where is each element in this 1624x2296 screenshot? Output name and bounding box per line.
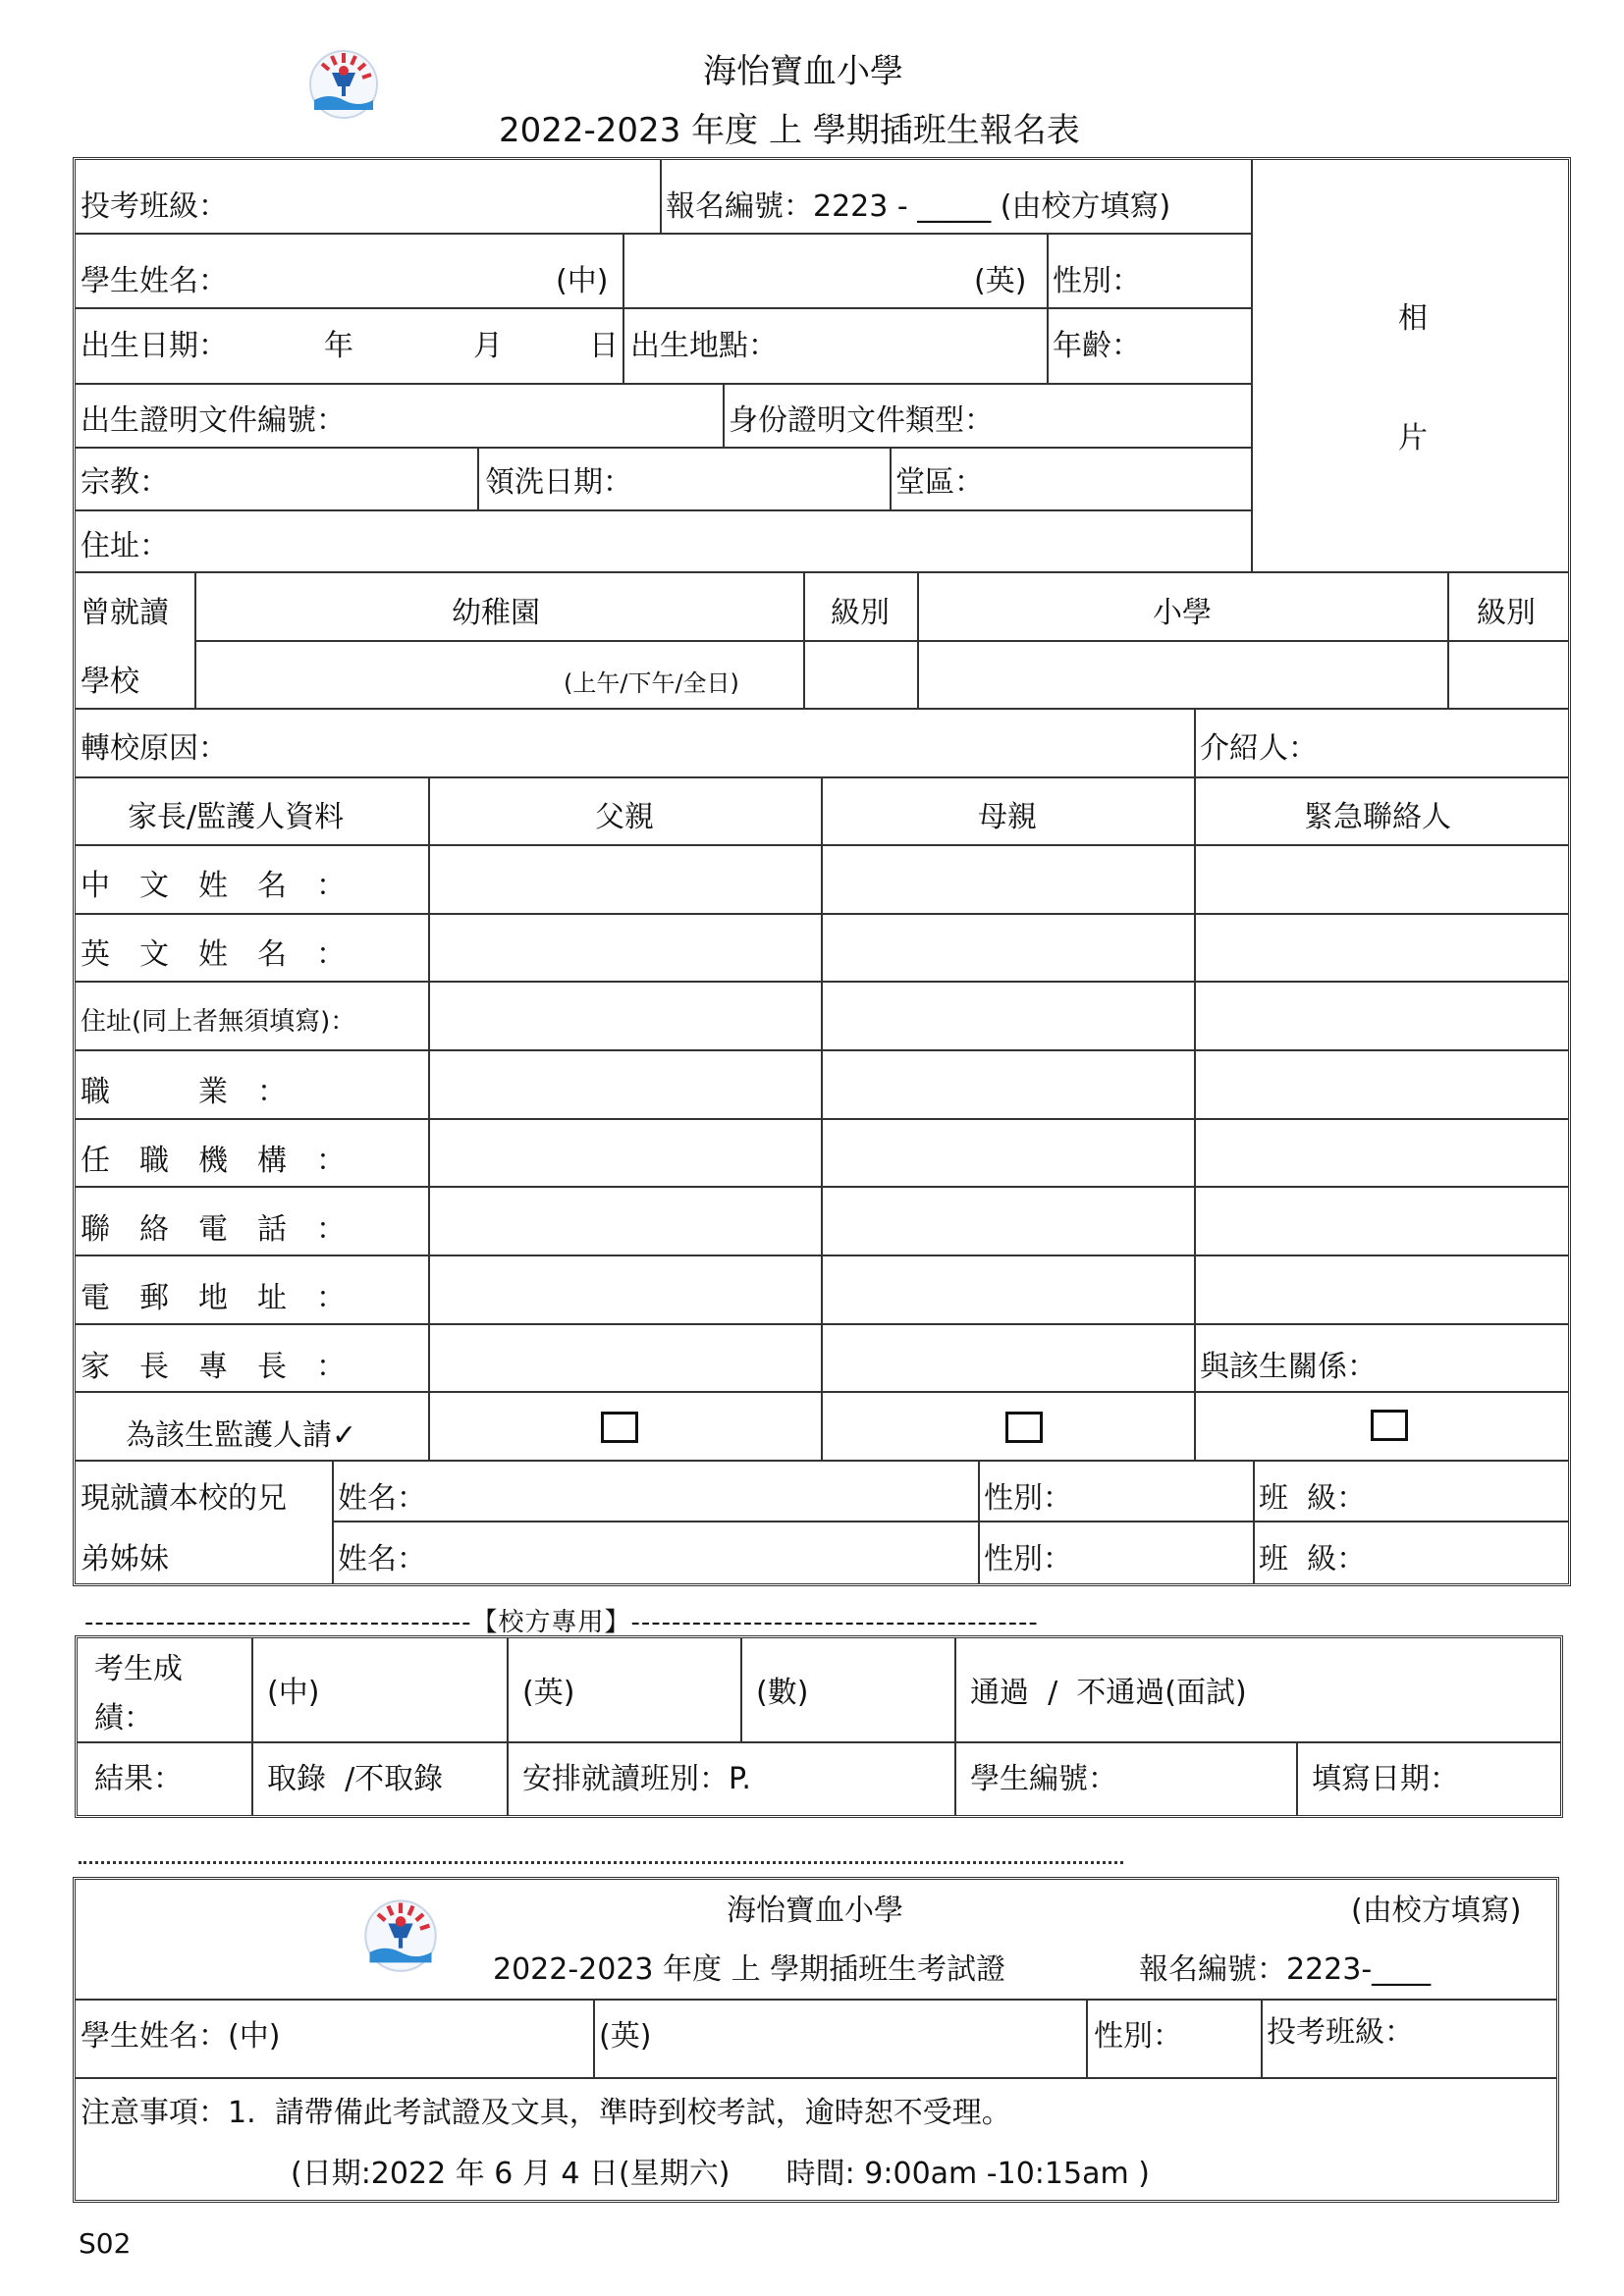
card-class: 投考班級：	[1267, 2015, 1414, 2050]
kg-grade-header: 級別	[831, 596, 890, 630]
cut-line	[79, 1861, 1123, 1864]
row-name-cn: 中 文 姓 名 ：	[81, 869, 346, 903]
row-employer: 任 職 機 構 ：	[81, 1144, 346, 1178]
interview-result: 通過 / 不通過(面試)	[970, 1676, 1247, 1710]
card-name-cn: 學生姓名：(中)	[81, 2019, 281, 2054]
class-arranged: 安排就讀班別：P.	[522, 1762, 751, 1796]
sibling1-name: 姓名：	[338, 1481, 426, 1516]
form-title: 2022-2023 年度 上 學期插班生報名表	[499, 111, 1080, 150]
application-number: 報名編號：2223 - _____ (由校方填寫)	[666, 189, 1171, 224]
row-name-en: 英 文 姓 名 ：	[81, 937, 346, 972]
kg-session-note: (上午/下午/全日)	[564, 669, 739, 697]
birth-cert-label: 出生證明文件編號：	[81, 403, 346, 438]
mother-guardian-checkbox[interactable]	[1005, 1412, 1043, 1443]
prev-school-label-1: 曾就讀	[81, 596, 169, 630]
photo-label-1: 相	[1398, 301, 1428, 336]
primary-header: 小學	[1153, 596, 1212, 630]
siblings-label-1: 現就讀本校的兄	[81, 1481, 287, 1516]
dob-day: 日	[589, 329, 619, 363]
birthplace-label: 出生地點：	[630, 329, 778, 363]
emergency-guardian-checkbox[interactable]	[1371, 1410, 1408, 1441]
card-date-time: (日期:2022 年 6 月 4 日(星期六) 時間: 9:00am -10:15am )	[291, 2157, 1150, 2191]
referrer-label: 介紹人：	[1200, 731, 1318, 766]
row-occupation: 職 業 ：	[81, 1075, 287, 1109]
age-label: 年齡：	[1053, 329, 1141, 363]
student-name-cn: (中)	[556, 264, 609, 298]
school-use-divider: --------------------------------------【校方專用】----------------------------------------	[84, 1608, 1039, 1637]
class-applied-label: 投考班級：	[81, 189, 228, 224]
mother-header: 母親	[978, 800, 1037, 834]
card-notice: 注意事項：1. 請帶備此考試證及文具，準時到校考試，逾時恕不受理。	[81, 2096, 1011, 2130]
sibling1-gender: 性別：	[984, 1481, 1072, 1516]
father-header: 父親	[595, 800, 654, 834]
address-label: 住址：	[81, 529, 169, 563]
sibling1-class: 班 級：	[1259, 1481, 1367, 1516]
row-address: 住址(同上者無須填寫)：	[81, 1007, 356, 1037]
school-logo	[304, 43, 383, 122]
father-guardian-checkbox[interactable]	[601, 1412, 638, 1443]
card-school-name: 海怡寶血小學	[727, 1894, 903, 1928]
transfer-reason-label: 轉校原因：	[81, 731, 228, 766]
admit-option: 取錄 /不取錄	[267, 1762, 444, 1796]
prev-school-label-2: 學校	[81, 665, 139, 699]
dob-month: 月	[473, 329, 503, 363]
score-chinese: (中)	[267, 1676, 320, 1710]
school-name: 海怡寶血小學	[703, 52, 903, 91]
result-label: 結果：	[94, 1762, 183, 1796]
parish-label: 堂區：	[895, 465, 984, 500]
primary-grade-header: 級別	[1477, 596, 1536, 630]
score-math: (數)	[756, 1676, 809, 1710]
row-email: 電 郵 地 址 ：	[81, 1281, 346, 1315]
kindergarten-header: 幼稚園	[452, 596, 540, 630]
score-english: (英)	[522, 1676, 575, 1710]
emergency-header: 緊急聯絡人	[1304, 800, 1451, 834]
gender-label: 性別：	[1053, 264, 1141, 298]
guardian-header: 家長/監護人資料	[128, 800, 345, 834]
card-app-number: 報名編號：2223-____	[1139, 1952, 1432, 1987]
sibling2-gender: 性別：	[984, 1542, 1072, 1576]
id-type-label: 身份證明文件類型：	[729, 403, 994, 438]
student-number: 學生編號：	[970, 1762, 1117, 1796]
row-expertise: 家 長 專 長 ：	[81, 1350, 346, 1384]
school-logo-small	[359, 1893, 442, 1975]
relation-label: 與該生關係：	[1200, 1350, 1377, 1384]
siblings-label-2: 弟姊妹	[81, 1542, 169, 1576]
sibling2-class: 班 級：	[1259, 1542, 1367, 1576]
photo-label-2: 片	[1398, 421, 1428, 455]
card-school-fill-note: (由校方填寫)	[1351, 1894, 1522, 1928]
row-phone: 聯 絡 電 話 ：	[81, 1212, 346, 1247]
student-name-label: 學生姓名：	[81, 264, 228, 298]
card-gender: 性別：	[1094, 2019, 1182, 2054]
form-code: S02	[79, 2227, 132, 2260]
card-title: 2022-2023 年度 上 學期插班生考試證	[493, 1952, 1006, 1987]
baptism-label: 領洗日期：	[485, 465, 632, 500]
religion-label: 宗教：	[81, 465, 169, 500]
student-name-en: (英)	[974, 264, 1027, 298]
guardian-check-label: 為該生監護人請✓	[126, 1418, 357, 1453]
sibling2-name: 姓名：	[338, 1542, 426, 1576]
card-name-en: (英)	[599, 2019, 652, 2054]
fill-date: 填寫日期：	[1312, 1762, 1459, 1796]
dob-year: 年	[324, 329, 353, 363]
score-label-1: 考生成	[94, 1652, 183, 1686]
score-label-2: 績：	[94, 1701, 153, 1735]
dob-label: 出生日期：	[81, 329, 228, 363]
